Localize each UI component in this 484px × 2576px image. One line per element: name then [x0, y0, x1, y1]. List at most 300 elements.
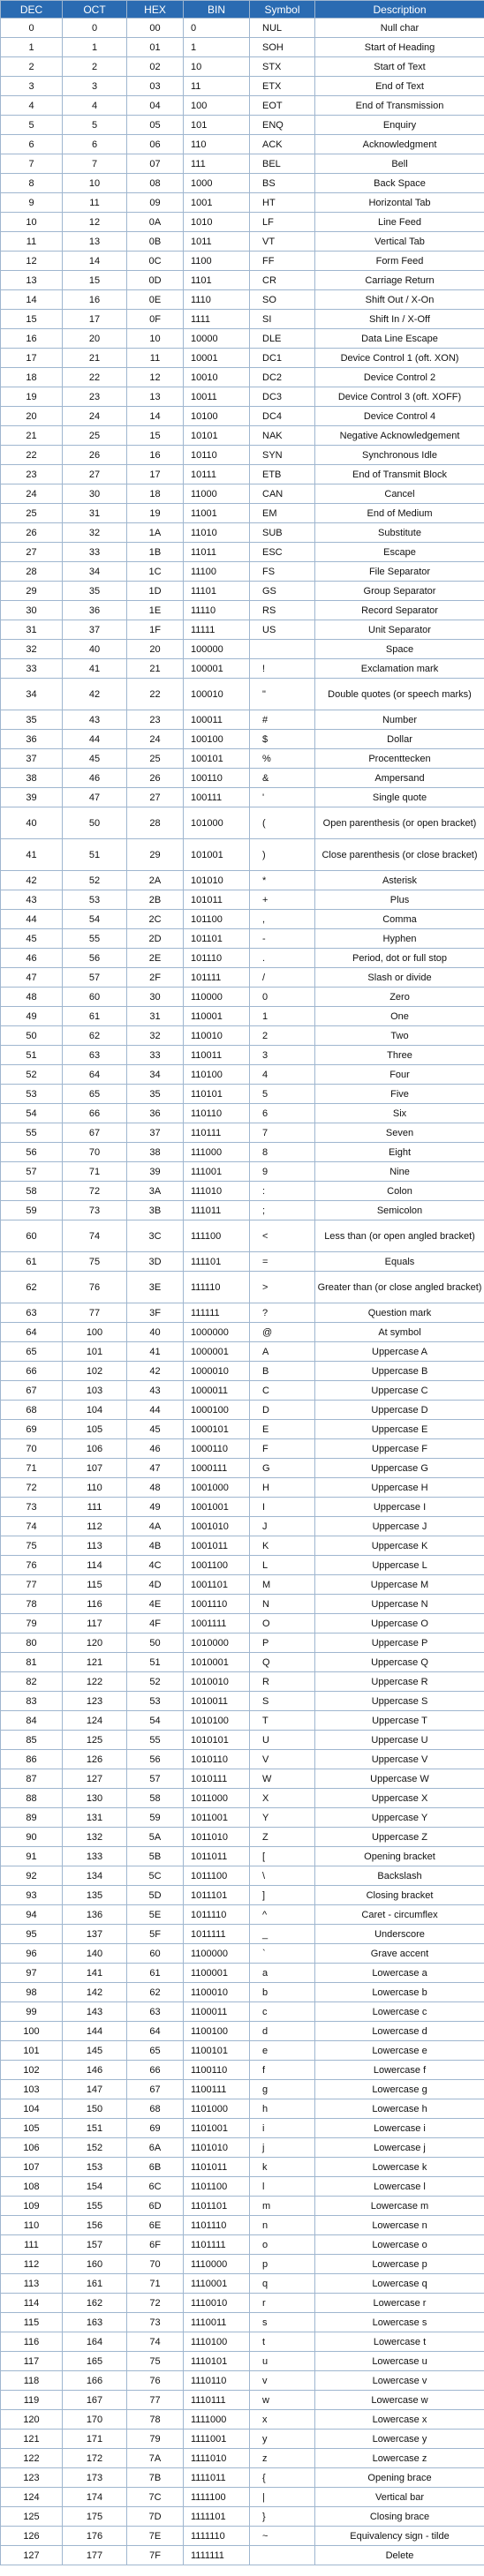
symbol-cell: "	[250, 679, 315, 710]
oct-cell: 101	[63, 1342, 127, 1362]
description-cell: File Separator	[315, 562, 484, 582]
dec-cell: 88	[1, 1789, 63, 1808]
bin-cell: 1111011	[184, 2468, 250, 2488]
bin-cell: 1000101	[184, 1420, 250, 1439]
dec-cell: 109	[1, 2197, 63, 2216]
hex-cell: 2D	[127, 929, 184, 949]
dec-cell: 70	[1, 1439, 63, 1459]
hex-cell: 5B	[127, 1847, 184, 1866]
bin-cell: 11010	[184, 523, 250, 543]
description-cell: Start of Heading	[315, 38, 484, 57]
table-row	[1, 2449, 484, 2468]
dec-cell: 49	[1, 1007, 63, 1026]
dec-cell: 80	[1, 1633, 63, 1653]
description-cell: Five	[315, 1085, 484, 1104]
dec-cell: 13	[1, 271, 63, 290]
dec-cell: 42	[1, 871, 63, 890]
dec-cell: 31	[1, 620, 63, 640]
oct-cell: 113	[63, 1536, 127, 1556]
bin-cell: 1100100	[184, 2022, 250, 2041]
table-row	[1, 1731, 484, 1750]
dec-cell: 76	[1, 1556, 63, 1575]
symbol-cell: v	[250, 2371, 315, 2391]
symbol-cell: M	[250, 1575, 315, 1595]
description-cell: Lowercase t	[315, 2332, 484, 2352]
hex-cell: 06	[127, 135, 184, 154]
oct-cell: 62	[63, 1026, 127, 1046]
description-cell: Lowercase w	[315, 2391, 484, 2410]
symbol-cell: ]	[250, 1886, 315, 1905]
symbol-cell: FS	[250, 562, 315, 582]
table-row	[1, 1653, 484, 1672]
table-row	[1, 1085, 484, 1104]
hex-cell: 6C	[127, 2177, 184, 2197]
symbol-cell: {	[250, 2468, 315, 2488]
table-row	[1, 329, 484, 349]
bin-cell: 11001	[184, 504, 250, 523]
bin-cell: 10100	[184, 407, 250, 426]
oct-cell: 43	[63, 710, 127, 730]
column-header-description: Description	[315, 1, 484, 19]
table-row	[1, 1925, 484, 1944]
symbol-cell: VT	[250, 232, 315, 252]
description-cell: Uppercase V	[315, 1750, 484, 1769]
table-row	[1, 679, 484, 710]
dec-cell: 77	[1, 1575, 63, 1595]
table-row	[1, 1272, 484, 1303]
bin-cell: 1111001	[184, 2430, 250, 2449]
symbol-cell: $	[250, 730, 315, 749]
bin-cell: 1110001	[184, 2274, 250, 2294]
symbol-cell: !	[250, 659, 315, 679]
hex-cell: 22	[127, 679, 184, 710]
symbol-cell: I	[250, 1498, 315, 1517]
bin-cell: 1001100	[184, 1556, 250, 1575]
hex-cell: 23	[127, 710, 184, 730]
table-row	[1, 968, 484, 988]
oct-cell: 11	[63, 193, 127, 213]
hex-cell: 1A	[127, 523, 184, 543]
table-row	[1, 659, 484, 679]
dec-cell: 37	[1, 749, 63, 769]
table-row	[1, 1065, 484, 1085]
dec-cell: 69	[1, 1420, 63, 1439]
oct-cell: 71	[63, 1162, 127, 1182]
bin-cell: 110111	[184, 1123, 250, 1143]
hex-cell: 66	[127, 2061, 184, 2080]
hex-cell: 0E	[127, 290, 184, 310]
description-cell: End of Transmission	[315, 96, 484, 116]
description-cell: Uppercase H	[315, 1478, 484, 1498]
bin-cell: 1110000	[184, 2255, 250, 2274]
description-cell: Lowercase c	[315, 2002, 484, 2022]
dec-cell: 22	[1, 446, 63, 465]
oct-cell: 122	[63, 1672, 127, 1692]
description-cell: Uppercase L	[315, 1556, 484, 1575]
symbol-cell: y	[250, 2430, 315, 2449]
dec-cell: 92	[1, 1866, 63, 1886]
hex-cell: 73	[127, 2313, 184, 2332]
symbol-cell: 8	[250, 1143, 315, 1162]
symbol-cell: e	[250, 2041, 315, 2061]
oct-cell: 51	[63, 839, 127, 871]
oct-cell: 53	[63, 890, 127, 910]
hex-cell: 78	[127, 2410, 184, 2430]
bin-cell: 10001	[184, 349, 250, 368]
bin-cell: 100111	[184, 788, 250, 807]
oct-cell: 6	[63, 135, 127, 154]
symbol-cell: j	[250, 2138, 315, 2158]
description-cell: Question mark	[315, 1303, 484, 1323]
table-row	[1, 1381, 484, 1401]
hex-cell: 77	[127, 2391, 184, 2410]
dec-cell: 96	[1, 1944, 63, 1964]
table-row	[1, 871, 484, 890]
dec-cell: 113	[1, 2274, 63, 2294]
oct-cell: 36	[63, 601, 127, 620]
oct-cell: 123	[63, 1692, 127, 1711]
description-cell: Start of Text	[315, 57, 484, 77]
description-cell: Equals	[315, 1252, 484, 1272]
description-cell: Uppercase F	[315, 1439, 484, 1459]
bin-cell: 100000	[184, 640, 250, 659]
description-cell: Uppercase Z	[315, 1828, 484, 1847]
hex-cell: 3D	[127, 1252, 184, 1272]
description-cell: Greater than (or close angled bracket)	[315, 1272, 484, 1303]
hex-cell: 4D	[127, 1575, 184, 1595]
dec-cell: 43	[1, 890, 63, 910]
description-cell: Uppercase G	[315, 1459, 484, 1478]
oct-cell: 5	[63, 116, 127, 135]
oct-cell: 167	[63, 2391, 127, 2410]
hex-cell: 29	[127, 839, 184, 871]
description-cell: Uppercase K	[315, 1536, 484, 1556]
dec-cell: 59	[1, 1201, 63, 1220]
hex-cell: 08	[127, 174, 184, 193]
dec-cell: 33	[1, 659, 63, 679]
table-row	[1, 407, 484, 426]
oct-cell: 40	[63, 640, 127, 659]
dec-cell: 117	[1, 2352, 63, 2371]
bin-cell: 1011	[184, 232, 250, 252]
dec-cell: 84	[1, 1711, 63, 1731]
description-cell: Uppercase J	[315, 1517, 484, 1536]
description-cell: Uppercase E	[315, 1420, 484, 1439]
symbol-cell: V	[250, 1750, 315, 1769]
description-cell: Six	[315, 1104, 484, 1123]
symbol-cell: 5	[250, 1085, 315, 1104]
oct-cell: 165	[63, 2352, 127, 2371]
oct-cell: 133	[63, 1847, 127, 1866]
oct-cell: 153	[63, 2158, 127, 2177]
table-row	[1, 1362, 484, 1381]
table-row	[1, 1123, 484, 1143]
description-cell: Asterisk	[315, 871, 484, 890]
hex-cell: 55	[127, 1731, 184, 1750]
bin-cell: 1001001	[184, 1498, 250, 1517]
dec-cell: 104	[1, 2099, 63, 2119]
symbol-cell: SUB	[250, 523, 315, 543]
dec-cell: 56	[1, 1143, 63, 1162]
oct-cell: 44	[63, 730, 127, 749]
dec-cell: 24	[1, 484, 63, 504]
table-row	[1, 2410, 484, 2430]
oct-cell: 4	[63, 96, 127, 116]
description-cell: Comma	[315, 910, 484, 929]
hex-cell: 0F	[127, 310, 184, 329]
description-cell: Eight	[315, 1143, 484, 1162]
description-cell: Nine	[315, 1162, 484, 1182]
dec-cell: 8	[1, 174, 63, 193]
dec-cell: 53	[1, 1085, 63, 1104]
symbol-cell: q	[250, 2274, 315, 2294]
oct-cell: 104	[63, 1401, 127, 1420]
symbol-cell: EM	[250, 504, 315, 523]
table-row	[1, 1342, 484, 1362]
column-header-oct: OCT	[63, 1, 127, 19]
symbol-cell: 3	[250, 1046, 315, 1065]
hex-cell: 69	[127, 2119, 184, 2138]
hex-cell: 15	[127, 426, 184, 446]
bin-cell: 101000	[184, 807, 250, 839]
table-row	[1, 2371, 484, 2391]
description-cell: Form Feed	[315, 252, 484, 271]
description-cell: Lowercase v	[315, 2371, 484, 2391]
dec-cell: 101	[1, 2041, 63, 2061]
oct-cell: 17	[63, 310, 127, 329]
description-cell: Lowercase u	[315, 2352, 484, 2371]
description-cell: Lowercase b	[315, 1983, 484, 2002]
table-row	[1, 1323, 484, 1342]
bin-cell: 111000	[184, 1143, 250, 1162]
bin-cell: 101	[184, 116, 250, 135]
oct-cell: 121	[63, 1653, 127, 1672]
symbol-cell: +	[250, 890, 315, 910]
hex-cell: 67	[127, 2080, 184, 2099]
bin-cell: 111	[184, 154, 250, 174]
symbol-cell: k	[250, 2158, 315, 2177]
bin-cell: 1101	[184, 271, 250, 290]
oct-cell: 127	[63, 1769, 127, 1789]
table-row	[1, 2177, 484, 2197]
table-row	[1, 1964, 484, 1983]
bin-cell: 1000110	[184, 1439, 250, 1459]
bin-cell: 1110100	[184, 2332, 250, 2352]
oct-cell: 30	[63, 484, 127, 504]
description-cell: Data Line Escape	[315, 329, 484, 349]
dec-cell: 71	[1, 1459, 63, 1478]
symbol-cell: SYN	[250, 446, 315, 465]
dec-cell: 114	[1, 2294, 63, 2313]
bin-cell: 1010000	[184, 1633, 250, 1653]
hex-cell: 4F	[127, 1614, 184, 1633]
dec-cell: 105	[1, 2119, 63, 2138]
description-cell: Less than (or open angled bracket)	[315, 1220, 484, 1252]
dec-cell: 98	[1, 1983, 63, 2002]
description-cell: Lowercase m	[315, 2197, 484, 2216]
dec-cell: 21	[1, 426, 63, 446]
oct-cell: 27	[63, 465, 127, 484]
dec-cell: 100	[1, 2022, 63, 2041]
dec-cell: 87	[1, 1769, 63, 1789]
table-row	[1, 2041, 484, 2061]
bin-cell: 1111	[184, 310, 250, 329]
dec-cell: 45	[1, 929, 63, 949]
description-cell: Uppercase W	[315, 1769, 484, 1789]
symbol-cell: F	[250, 1439, 315, 1459]
bin-cell: 111011	[184, 1201, 250, 1220]
symbol-cell: DC3	[250, 387, 315, 407]
description-cell: Hyphen	[315, 929, 484, 949]
table-row	[1, 2022, 484, 2041]
table-row	[1, 38, 484, 57]
symbol-cell: )	[250, 839, 315, 871]
bin-cell: 1001111	[184, 1614, 250, 1633]
bin-cell: 1101101	[184, 2197, 250, 2216]
dec-cell: 7	[1, 154, 63, 174]
oct-cell: 16	[63, 290, 127, 310]
oct-cell: 15	[63, 271, 127, 290]
oct-cell: 160	[63, 2255, 127, 2274]
hex-cell: 0A	[127, 213, 184, 232]
table-row	[1, 949, 484, 968]
oct-cell: 137	[63, 1925, 127, 1944]
symbol-cell: @	[250, 1323, 315, 1342]
hex-cell: 03	[127, 77, 184, 96]
symbol-cell: DLE	[250, 329, 315, 349]
description-cell: Lowercase j	[315, 2138, 484, 2158]
table-row	[1, 310, 484, 329]
table-row	[1, 232, 484, 252]
bin-cell: 1010	[184, 213, 250, 232]
bin-cell: 1100010	[184, 1983, 250, 2002]
oct-cell: 106	[63, 1439, 127, 1459]
dec-cell: 51	[1, 1046, 63, 1065]
dec-cell: 118	[1, 2371, 63, 2391]
oct-cell: 54	[63, 910, 127, 929]
oct-cell: 175	[63, 2507, 127, 2527]
description-cell: Uppercase B	[315, 1362, 484, 1381]
symbol-cell: ESC	[250, 543, 315, 562]
bin-cell: 1110101	[184, 2352, 250, 2371]
hex-cell: 4C	[127, 1556, 184, 1575]
table-row	[1, 290, 484, 310]
bin-cell: 1101100	[184, 2177, 250, 2197]
table-row	[1, 1886, 484, 1905]
symbol-cell: <	[250, 1220, 315, 1252]
bin-cell: 1101111	[184, 2235, 250, 2255]
oct-cell: 161	[63, 2274, 127, 2294]
bin-cell: 1111010	[184, 2449, 250, 2468]
bin-cell: 1010011	[184, 1692, 250, 1711]
symbol-cell: C	[250, 1381, 315, 1401]
oct-cell: 126	[63, 1750, 127, 1769]
symbol-cell: Y	[250, 1808, 315, 1828]
symbol-cell: %	[250, 749, 315, 769]
table-row	[1, 1575, 484, 1595]
description-cell: Number	[315, 710, 484, 730]
description-cell: End of Text	[315, 77, 484, 96]
bin-cell: 1011101	[184, 1886, 250, 1905]
description-cell: Ampersand	[315, 769, 484, 788]
table-row	[1, 213, 484, 232]
symbol-cell: 6	[250, 1104, 315, 1123]
table-row	[1, 1401, 484, 1420]
table-row	[1, 2080, 484, 2099]
dec-cell: 63	[1, 1303, 63, 1323]
hex-cell: 34	[127, 1065, 184, 1085]
symbol-cell: :	[250, 1182, 315, 1201]
bin-cell: 10111	[184, 465, 250, 484]
table-row	[1, 2313, 484, 2332]
dec-cell: 95	[1, 1925, 63, 1944]
dec-cell: 72	[1, 1478, 63, 1498]
oct-cell: 107	[63, 1459, 127, 1478]
hex-cell: 60	[127, 1944, 184, 1964]
dec-cell: 119	[1, 2391, 63, 2410]
hex-cell: 1B	[127, 543, 184, 562]
description-cell: Lowercase r	[315, 2294, 484, 2313]
table-row	[1, 1143, 484, 1162]
bin-cell: 1000111	[184, 1459, 250, 1478]
hex-cell: 56	[127, 1750, 184, 1769]
hex-cell: 42	[127, 1362, 184, 1381]
oct-cell: 110	[63, 1478, 127, 1498]
hex-cell: 61	[127, 1964, 184, 1983]
symbol-cell: SOH	[250, 38, 315, 57]
description-cell: Uppercase C	[315, 1381, 484, 1401]
table-row	[1, 601, 484, 620]
dec-cell: 0	[1, 19, 63, 38]
symbol-cell: CAN	[250, 484, 315, 504]
bin-cell: 110000	[184, 988, 250, 1007]
description-cell: Device Control 1 (oft. XON)	[315, 349, 484, 368]
bin-cell: 1110111	[184, 2391, 250, 2410]
dec-cell: 40	[1, 807, 63, 839]
hex-cell: 4A	[127, 1517, 184, 1536]
oct-cell: 70	[63, 1143, 127, 1162]
dec-cell: 25	[1, 504, 63, 523]
bin-cell: 1010010	[184, 1672, 250, 1692]
description-cell: Slash or divide	[315, 968, 484, 988]
dec-cell: 4	[1, 96, 63, 116]
hex-cell: 59	[127, 1808, 184, 1828]
hex-cell: 2C	[127, 910, 184, 929]
description-cell: Uppercase Y	[315, 1808, 484, 1828]
symbol-cell: _	[250, 1925, 315, 1944]
table-row	[1, 465, 484, 484]
bin-cell: 10	[184, 57, 250, 77]
symbol-cell: DC2	[250, 368, 315, 387]
hex-cell: 3C	[127, 1220, 184, 1252]
column-header-bin: BIN	[184, 1, 250, 19]
bin-cell: 1011011	[184, 1847, 250, 1866]
description-cell: Uppercase U	[315, 1731, 484, 1750]
description-cell: Underscore	[315, 1925, 484, 1944]
symbol-cell: 7	[250, 1123, 315, 1143]
table-row	[1, 1046, 484, 1065]
table-row	[1, 1633, 484, 1653]
hex-cell: 11	[127, 349, 184, 368]
oct-cell: 141	[63, 1964, 127, 1983]
description-cell: Escape	[315, 543, 484, 562]
description-cell: Uppercase X	[315, 1789, 484, 1808]
hex-cell: 7E	[127, 2527, 184, 2546]
symbol-cell	[250, 2546, 315, 2565]
hex-cell: 71	[127, 2274, 184, 2294]
bin-cell: 1000010	[184, 1362, 250, 1381]
oct-cell: 112	[63, 1517, 127, 1536]
